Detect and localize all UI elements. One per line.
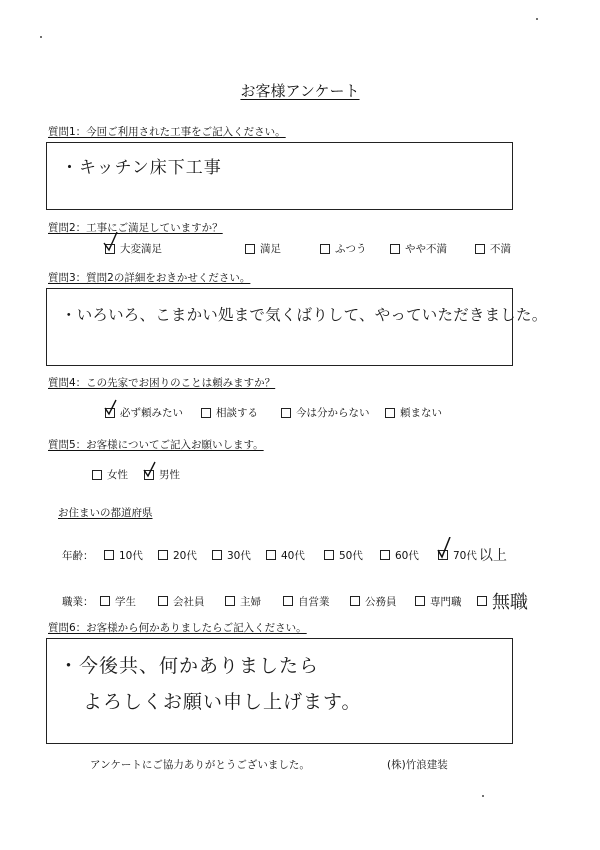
checkbox-icon[interactable] bbox=[212, 550, 222, 560]
q4-option-no[interactable] bbox=[385, 405, 442, 420]
question-3-answer-box[interactable] bbox=[46, 288, 548, 366]
q5-option-label: 男性 bbox=[159, 469, 180, 481]
q4-option-label: 今は分からない bbox=[296, 407, 370, 419]
age-option-label: 30代 bbox=[227, 549, 251, 562]
q2-option-label: 不満 bbox=[490, 243, 511, 255]
q2-option-label: やや不満 bbox=[405, 243, 447, 255]
checkbox-icon[interactable] bbox=[201, 408, 211, 418]
job-option-label: 主婦 bbox=[240, 595, 261, 608]
job-option-label: 公務員 bbox=[365, 595, 397, 608]
checkbox-icon[interactable] bbox=[477, 596, 487, 606]
checkbox-icon[interactable] bbox=[281, 408, 291, 418]
q4-option-label: 必ず頼みたい bbox=[120, 407, 183, 419]
q4-option-unsure[interactable] bbox=[281, 405, 385, 420]
age-option-10s[interactable] bbox=[104, 548, 158, 563]
q4-option-definitely[interactable] bbox=[105, 405, 201, 420]
scan-speck bbox=[40, 36, 42, 38]
age-option-70s[interactable] bbox=[438, 545, 507, 565]
age-option-30s[interactable] bbox=[212, 548, 266, 563]
question-6-answer-line-1: ・今後共、何かありましたら bbox=[59, 655, 320, 677]
job-option-civil-servant[interactable] bbox=[350, 594, 415, 609]
q2-option-label: 大変満足 bbox=[120, 243, 162, 255]
checkbox-icon[interactable] bbox=[390, 244, 400, 254]
job-option-employee[interactable] bbox=[158, 594, 225, 609]
age-option-50s[interactable] bbox=[324, 548, 380, 563]
checkbox-icon[interactable] bbox=[104, 550, 114, 560]
checkbox-icon[interactable] bbox=[245, 244, 255, 254]
question-2-label: 質問2：工事にご満足していますか？ bbox=[48, 222, 223, 234]
job-option-label: 学生 bbox=[115, 595, 136, 608]
survey-title: お客様アンケート bbox=[240, 82, 360, 100]
checkbox-icon[interactable] bbox=[92, 470, 102, 480]
q2-option-label: ふつう bbox=[335, 243, 367, 255]
scan-speck bbox=[536, 18, 538, 20]
q5-option-label: 女性 bbox=[107, 469, 128, 481]
question-1-answer-box[interactable] bbox=[46, 142, 513, 210]
age-option-label: 60代 bbox=[395, 549, 419, 562]
checkbox-icon[interactable] bbox=[324, 550, 334, 560]
checkbox-icon[interactable] bbox=[438, 550, 448, 560]
age-option-60s[interactable] bbox=[380, 548, 438, 563]
checkbox-icon[interactable] bbox=[380, 550, 390, 560]
checkbox-icon[interactable] bbox=[144, 470, 154, 480]
checkbox-icon[interactable] bbox=[158, 550, 168, 560]
checkbox-icon[interactable] bbox=[158, 596, 168, 606]
question-3-answer: ・いろいろ、こまかい処まで気くばりして、やっていただきました。 bbox=[61, 306, 548, 324]
age-option-label: 50代 bbox=[339, 549, 363, 562]
question-4-options bbox=[105, 405, 442, 420]
age-label: 年齢： bbox=[62, 549, 94, 562]
job-handwritten-answer: 無職 bbox=[492, 592, 528, 613]
checkbox-icon[interactable] bbox=[350, 596, 360, 606]
q4-option-label: 頼まない bbox=[400, 407, 442, 419]
q2-option-dissatisfied[interactable] bbox=[475, 241, 511, 256]
job-option-label: 会社員 bbox=[173, 595, 205, 608]
check-mark-icon bbox=[142, 457, 158, 479]
prefecture-label: お住まいの都道府県 bbox=[58, 507, 153, 519]
age-option-label: 20代 bbox=[173, 549, 197, 562]
age-option-20s[interactable] bbox=[158, 548, 212, 563]
job-option-label: 自営業 bbox=[298, 595, 330, 608]
checkbox-icon[interactable] bbox=[225, 596, 235, 606]
check-mark-icon bbox=[436, 537, 452, 559]
scan-speck bbox=[482, 795, 484, 797]
q2-option-satisfied[interactable] bbox=[245, 241, 320, 256]
job-label: 職業： bbox=[62, 595, 94, 608]
age-row bbox=[62, 545, 507, 565]
footer-company: (株)竹浪建装 bbox=[387, 759, 448, 771]
job-option-specialist[interactable] bbox=[415, 594, 477, 609]
job-row bbox=[62, 588, 528, 614]
job-option-self-employed[interactable] bbox=[283, 594, 350, 609]
job-option-student[interactable] bbox=[100, 594, 158, 609]
q4-option-consult[interactable] bbox=[201, 405, 281, 420]
checkbox-icon[interactable] bbox=[385, 408, 395, 418]
job-option-label: 専門職 bbox=[430, 595, 462, 608]
job-option-housewife[interactable] bbox=[225, 594, 283, 609]
question-1-answer: ・キッチン床下工事 bbox=[61, 158, 222, 178]
question-3-label: 質問3：質問2の詳細をおきかせください。 bbox=[48, 272, 251, 284]
q5-option-female[interactable] bbox=[92, 467, 144, 482]
q5-option-male[interactable] bbox=[144, 467, 180, 482]
checkbox-icon[interactable] bbox=[266, 550, 276, 560]
footer-thanks: アンケートにご協力ありがとうございました。 bbox=[90, 759, 310, 771]
question-5-label: 質問5：お客様についてご記入お願いします。 bbox=[48, 439, 264, 451]
checkbox-icon[interactable] bbox=[320, 244, 330, 254]
question-2-options bbox=[105, 241, 511, 256]
checkbox-icon[interactable] bbox=[415, 596, 425, 606]
question-6-answer-line-2: よろしくお願い申し上げます。 bbox=[83, 691, 362, 713]
checkbox-icon[interactable] bbox=[283, 596, 293, 606]
q2-option-very-satisfied[interactable] bbox=[105, 241, 245, 256]
q2-option-somewhat-dissatisfied[interactable] bbox=[390, 241, 475, 256]
checkbox-icon[interactable] bbox=[475, 244, 485, 254]
checkbox-icon[interactable] bbox=[105, 408, 115, 418]
check-mark-icon bbox=[103, 395, 119, 417]
checkbox-icon[interactable] bbox=[100, 596, 110, 606]
job-option-handwritten[interactable] bbox=[477, 588, 528, 614]
age-option-label: 10代 bbox=[119, 549, 143, 562]
age-handwritten-suffix: 以上 bbox=[478, 548, 507, 564]
question-4-label: 質問4：この先家でお困りのことは頼みますか？ bbox=[48, 377, 276, 389]
question-1-label: 質問1：今回ご利用された工事をご記入ください。 bbox=[48, 126, 286, 138]
q2-option-normal[interactable] bbox=[320, 241, 390, 256]
checkbox-icon[interactable] bbox=[105, 244, 115, 254]
question-5-options bbox=[92, 467, 180, 482]
age-option-40s[interactable] bbox=[266, 548, 324, 563]
age-option-label: 40代 bbox=[281, 549, 305, 562]
question-6-answer-box[interactable] bbox=[46, 638, 513, 744]
q4-option-label: 相談する bbox=[216, 407, 258, 419]
q2-option-label: 満足 bbox=[260, 243, 281, 255]
question-6-label: 質問6：お客様から何かありましたらご記入ください。 bbox=[48, 622, 307, 634]
age-option-label: 70代 bbox=[453, 549, 477, 562]
